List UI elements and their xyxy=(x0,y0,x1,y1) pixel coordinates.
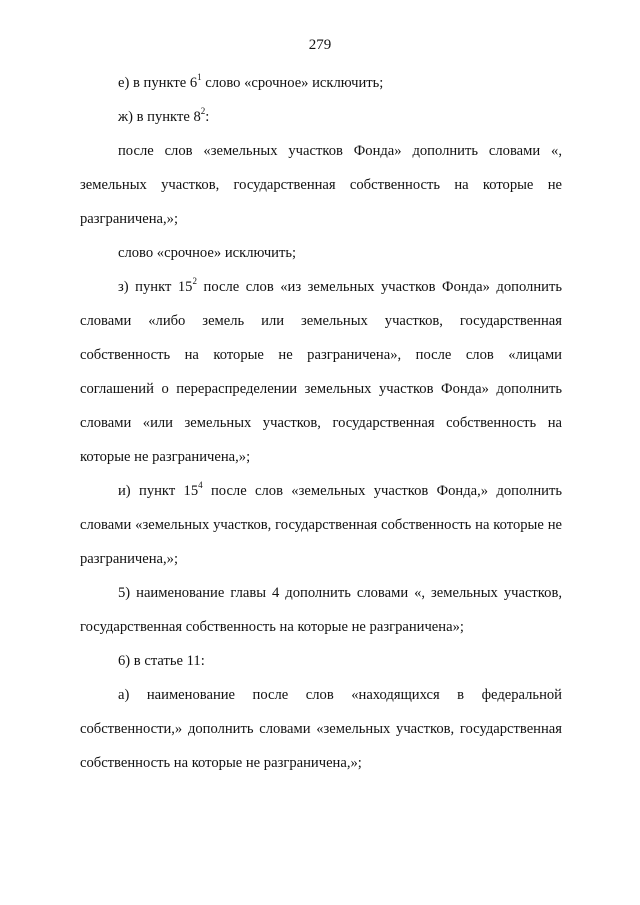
superscript: 4 xyxy=(198,480,203,491)
paragraph-5: 5) наименование главы 4 дополнить словами «, земельных участков, государственная собственность на которые не разграничена»; xyxy=(80,585,562,635)
paragraph-z: з) пункт $15^2$ после слов «из земельных участков Фонда» дополнить словами «либо земель или земельных участков, государственная собственность на которые не разграничена», после слов «лицами соглашений о перераспределении земельных участков Фонда» дополнить словами «или земельных участков, государственная собственность на которые не разграничена,»; xyxy=(80,276,562,465)
paragraph-e: е) в пункте $6^1$ слово «срочное» исключить; xyxy=(118,72,384,91)
superscript: 2 xyxy=(192,276,197,287)
paragraph-zh-text: после слов «земельных участков Фонда» дополнить словами «, земельных участков, государственная собственность на которые не разграничена,»; xyxy=(80,143,562,227)
document-body xyxy=(80,66,562,780)
page-number: 279 xyxy=(308,37,332,53)
paragraph-i: и) пункт $15^4$ после слов «земельных участков Фонда,» дополнить словами «земельных участков, государственная собственность на которые не разграничена,»; xyxy=(80,480,562,567)
paragraph-6: 6) в статье 11: xyxy=(118,653,205,669)
paragraph-zh-remove: слово «срочное» исключить; xyxy=(118,245,297,261)
superscript: 1 xyxy=(197,72,202,83)
paragraph-zh: ж) в пункте $8^2$: xyxy=(118,106,210,125)
superscript: 2 xyxy=(200,106,206,117)
paragraph-a: а) наименование после слов «находящихся в федеральной собственности,» дополнить словами «земельных участков, государственная собственность на которые не разграничена,»; xyxy=(80,687,562,771)
